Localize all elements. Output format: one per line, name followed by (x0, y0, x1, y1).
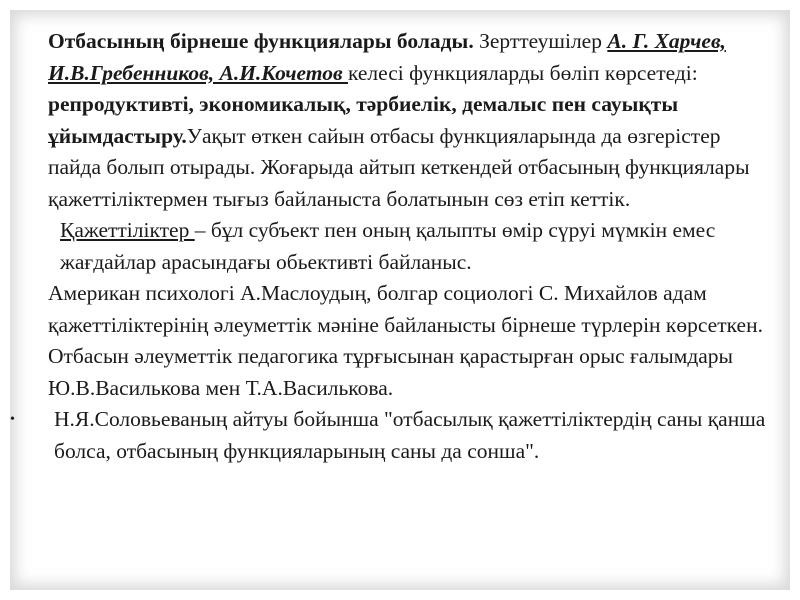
paragraph-family-functions (24, 26, 776, 215)
paragraph-text: Уақыт өткен сайын отбасы функцияларында да өзгерістер пайда болып отырады. Жоғарыда айтып кеткендей отбасының функциялары қажеттіліктермен тығыз байланыста болатынын сөз етіп кеттік. (48, 123, 750, 211)
bullet-icon: • (10, 412, 15, 427)
paragraph-needs-definition (24, 215, 776, 278)
slide-text-body (10, 26, 776, 467)
paragraph-russian-scientists (24, 341, 776, 404)
heading-text: Отбасының бірнеше функциялары болады. (48, 29, 474, 53)
paragraph-text: Зерттеушілер (473, 29, 608, 53)
paragraph-text: – бұл субъект пен оның қалыпты өмір сүруі мүмкін емес жағдайлар арасындағы обьективті байланыс. (60, 218, 716, 274)
bullet-item-solovyeva (10, 404, 776, 467)
paragraph-text: келесі функцияларды бөліп көрсетеді: (347, 60, 698, 85)
paragraph-text: Американ психологі А.Маслоудың, болгар социологі С. Михайлов адам қажеттіліктерінің әлеуметтік мәніне байланысты бірнеше түрлерін көрсеткен. (48, 281, 763, 337)
paragraph-text: Отбасын әлеуметтік педагогика тұрғысынан қарастырған орыс ғалымдары Ю.В.Василькова мен Т.А.Василькова. (48, 344, 733, 400)
functions-list-text: репродуктивті, экономикалық, тәрбиелік, демалыс пен сауықты ұйымдастыру. (48, 92, 679, 148)
term-needs: Қажеттіліктер (60, 218, 195, 242)
paragraph-text: Н.Я.Соловьеваның айтуы бойынша "отбасылық қажеттіліктердің саны қанша болса, отбасының функцияларының саны да сонша". (54, 407, 766, 463)
paragraph-maslow (24, 278, 776, 341)
authors-text: А. Г. Харчев, И.В.Гребенников, А.И.Кочетов (48, 29, 726, 85)
